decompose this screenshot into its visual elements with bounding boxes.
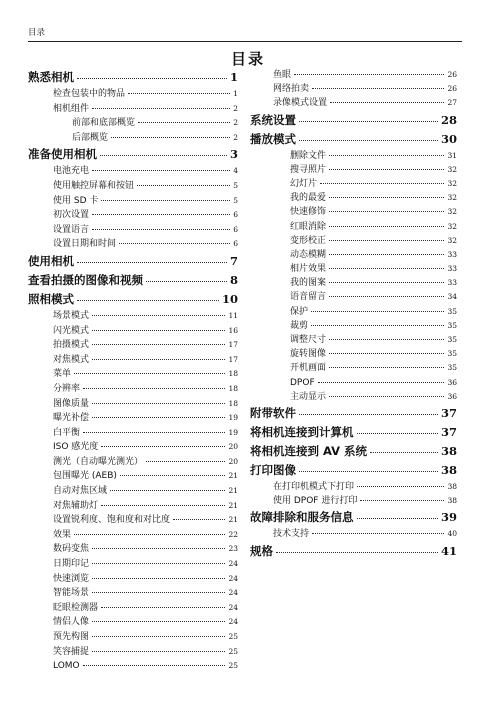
- dot-leader: [101, 607, 225, 608]
- toc-entry-page: 36: [447, 377, 457, 387]
- toc-entry-label: 相片效果: [290, 264, 327, 275]
- toc-entry-label: 预先构图: [53, 632, 90, 642]
- toc-entry-page: 21: [228, 486, 238, 496]
- toc-entry-page: 26: [447, 70, 457, 79]
- toc-entry-label: LOMO: [53, 661, 80, 672]
- toc-entry[interactable]: [28, 469, 238, 484]
- toc-entry-page: 17: [228, 354, 238, 364]
- toc-entry-page: 32: [447, 221, 457, 231]
- dot-leader: [299, 414, 438, 415]
- toc-entry-page: 35: [447, 320, 457, 330]
- toc-entry-label: 效果: [53, 529, 72, 540]
- toc-entry-page: 18: [228, 369, 238, 379]
- toc-entry[interactable]: [28, 572, 238, 587]
- toc-entry-page: 8: [229, 272, 238, 287]
- toc-entry[interactable]: [28, 586, 238, 601]
- toc-entry-label: 场景模式: [53, 310, 90, 321]
- toc-entry[interactable]: [28, 131, 238, 146]
- toc-entry-label: 语音留言: [290, 292, 327, 303]
- toc-entry-page: 38: [440, 462, 457, 477]
- toc-entry-page: 28: [440, 112, 457, 127]
- toc-entry-label: 旋转图像: [290, 349, 327, 360]
- dot-leader: [329, 339, 444, 340]
- dot-leader: [329, 268, 444, 269]
- toc-entry-page: 21: [228, 515, 238, 525]
- toc-entry-label: 后部概览: [72, 132, 109, 143]
- dot-leader: [312, 533, 444, 534]
- toc-entry-label: 将相机连接到 AV 系统: [250, 443, 368, 458]
- dot-leader: [294, 74, 444, 75]
- toc-entry[interactable]: [28, 557, 238, 572]
- toc-entry-page: 32: [447, 207, 457, 217]
- toc-entry[interactable]: [250, 96, 457, 110]
- dot-leader: [83, 432, 225, 433]
- dot-leader: [101, 505, 225, 506]
- toc-entry-label: 测光（自动曝光测光）: [53, 456, 144, 467]
- toc-entry[interactable]: [250, 130, 457, 149]
- toc-entry-page: 16: [228, 325, 238, 335]
- toc-entry-label: 自动对焦区域: [53, 486, 108, 497]
- toc-entry[interactable]: [28, 484, 238, 499]
- toc-entry[interactable]: [28, 102, 238, 117]
- toc-entry-label: 前部和底部概览: [72, 118, 136, 129]
- dot-leader: [320, 183, 444, 184]
- toc-entry-label: 鱼眼: [273, 70, 292, 80]
- dot-leader: [77, 78, 227, 79]
- toc-entry-label: 对焦模式: [53, 354, 90, 365]
- toc-entry-page: 35: [447, 335, 457, 344]
- toc-entry[interactable]: [250, 442, 457, 461]
- toc-entry-label: 设置语言: [53, 224, 90, 235]
- toc-entry[interactable]: [28, 455, 238, 470]
- toc-entry-page: 33: [447, 278, 457, 288]
- toc-entry[interactable]: [28, 208, 238, 223]
- dot-leader: [92, 578, 225, 579]
- dot-leader: [92, 344, 225, 345]
- toc-entry-page: 39: [440, 510, 457, 525]
- dot-leader: [329, 226, 444, 227]
- toc-entry-page: 31: [447, 150, 457, 160]
- toc-entry-label: 系统设置: [250, 112, 296, 127]
- dot-leader: [138, 122, 230, 123]
- toc-entry-page: 23: [228, 544, 238, 554]
- toc-entry[interactable]: [28, 252, 238, 271]
- toc-entry-page: 38: [440, 443, 457, 458]
- toc-entry[interactable]: [250, 390, 457, 404]
- toc-entry[interactable]: [250, 290, 457, 304]
- toc-entry-page: 33: [447, 264, 457, 274]
- toc-entry[interactable]: [28, 499, 238, 514]
- dot-leader: [92, 214, 230, 215]
- toc-entry[interactable]: [28, 68, 238, 87]
- page-title: 目录: [230, 50, 265, 68]
- toc-entry[interactable]: [28, 645, 238, 660]
- dot-leader: [299, 140, 438, 141]
- toc-entry-page: 17: [228, 340, 238, 350]
- toc-entry[interactable]: [28, 411, 238, 426]
- toc-entry-label: 菜单: [53, 369, 72, 380]
- toc-entry-page: 20: [228, 442, 238, 452]
- toc-entry-label: 开机画面: [290, 363, 327, 374]
- header-rule: [28, 41, 462, 42]
- dot-leader: [329, 240, 444, 241]
- dot-leader: [146, 461, 225, 462]
- toc-entry[interactable]: [28, 659, 238, 674]
- toc-entry-page: 1: [233, 89, 238, 98]
- toc-entry-label: 快速修饰: [290, 207, 327, 218]
- toc-entry-page: 6: [233, 239, 238, 249]
- dot-leader: [92, 417, 225, 418]
- toc-entry[interactable]: [28, 145, 238, 164]
- dot-leader: [92, 330, 225, 331]
- dot-leader: [92, 651, 225, 652]
- toc-entry-label: 数码变焦: [53, 544, 90, 555]
- toc-entry-label: 设置日期和时间: [53, 239, 117, 250]
- toc-entry-page: 6: [233, 210, 238, 220]
- dot-leader: [146, 281, 227, 282]
- toc-entry-label: 设置锐利度、饱和度和对比度: [53, 515, 171, 526]
- toc-entry-page: 32: [447, 235, 457, 245]
- dot-leader: [357, 486, 444, 487]
- dot-leader: [100, 155, 227, 156]
- toc-entry[interactable]: [28, 426, 238, 441]
- dot-leader: [329, 197, 444, 198]
- dot-leader: [311, 325, 444, 326]
- toc-entry-label: 情侣人像: [53, 617, 90, 628]
- toc-entry-label: 红眼消除: [290, 221, 327, 232]
- dot-leader: [329, 367, 444, 368]
- toc-entry[interactable]: [28, 290, 238, 309]
- toc-entry-page: 38: [447, 496, 457, 506]
- toc-entry-page: 32: [447, 164, 457, 174]
- toc-entry-page: 10: [221, 291, 238, 306]
- dot-leader: [128, 93, 230, 94]
- toc-entry-page: 38: [447, 481, 457, 491]
- toc-entry[interactable]: [28, 164, 238, 179]
- dot-leader: [330, 102, 444, 103]
- toc-entry-page: 35: [447, 349, 457, 359]
- toc-entry[interactable]: [28, 382, 238, 397]
- dot-leader: [318, 382, 445, 383]
- toc-entry-label: 使用 DPOF 进行打印: [273, 496, 358, 507]
- dot-leader: [370, 452, 438, 453]
- dot-leader: [74, 373, 225, 374]
- toc-entry-label: 保护: [290, 306, 309, 317]
- toc-entry-label: 删除文件: [290, 150, 327, 161]
- toc-entry[interactable]: [250, 347, 457, 361]
- toc-entry-label: 附带软件: [250, 405, 296, 420]
- dot-leader: [120, 475, 226, 476]
- toc-entry[interactable]: [28, 87, 238, 102]
- dot-leader: [74, 534, 225, 535]
- toc-entry[interactable]: [250, 404, 457, 423]
- dot-leader: [92, 563, 225, 564]
- toc-entry-label: 播放模式: [250, 131, 296, 146]
- toc-entry-label: 熟悉相机: [28, 70, 74, 84]
- toc-entry-page: 11: [228, 310, 238, 320]
- toc-entry-label: 初次设置: [53, 210, 90, 221]
- toc-entry[interactable]: [250, 542, 457, 561]
- toc-entry[interactable]: [28, 440, 238, 455]
- dot-leader: [92, 403, 225, 404]
- dot-leader: [329, 254, 444, 255]
- toc-entry-page: 2: [233, 132, 238, 142]
- toc-entry-label: 将相机连接到计算机: [250, 424, 354, 439]
- toc-entry-page: 25: [228, 646, 238, 656]
- toc-entry[interactable]: [250, 205, 457, 219]
- dot-leader: [329, 296, 444, 297]
- toc-entry-label: 分辨率: [53, 383, 81, 394]
- toc-entry-label: 故障排除和服务信息: [250, 510, 354, 525]
- dot-leader: [137, 185, 230, 186]
- toc-entry-page: 6: [233, 224, 238, 234]
- dot-leader: [83, 388, 225, 389]
- dot-leader: [92, 636, 225, 637]
- toc-entry[interactable]: [250, 177, 457, 191]
- toc-entry-page: 24: [228, 588, 238, 598]
- dot-leader: [173, 519, 225, 520]
- toc-entry-label: 眨眼检测器: [53, 602, 99, 613]
- toc-entry-label: 动态模糊: [290, 249, 327, 260]
- toc-entry-page: 24: [228, 573, 238, 583]
- dot-leader: [329, 169, 444, 170]
- toc-entry[interactable]: [28, 513, 238, 528]
- toc-entry-page: 5: [233, 195, 238, 205]
- toc-entry-page: 34: [447, 292, 457, 302]
- toc-entry[interactable]: [28, 309, 238, 324]
- toc-entry[interactable]: [28, 367, 238, 382]
- toc-entry-page: 32: [447, 178, 457, 188]
- toc-entry-page: 24: [228, 559, 238, 569]
- toc-entry-label: 快速浏览: [53, 573, 90, 584]
- toc-entry-label: 智能场景: [53, 588, 90, 599]
- toc-entry[interactable]: [250, 480, 457, 494]
- dot-leader: [329, 396, 444, 397]
- toc-entry-page: 22: [228, 529, 238, 539]
- dot-leader: [329, 155, 444, 156]
- toc-entry-page: 35: [447, 306, 457, 316]
- toc-entry-page: 33: [447, 249, 457, 259]
- toc-entry[interactable]: [28, 353, 238, 368]
- toc-left-column: [28, 68, 238, 674]
- dot-leader: [92, 592, 225, 593]
- dot-leader: [311, 311, 444, 312]
- toc-entry-label: 变形校正: [290, 235, 327, 246]
- toc-entry-label: 搜寻照片: [290, 164, 327, 175]
- toc-entry-label: ISO 感光度: [53, 442, 99, 453]
- toc-entry[interactable]: [28, 179, 238, 194]
- toc-entry-page: 37: [440, 424, 457, 439]
- toc-entry-label: 照相模式: [28, 291, 74, 306]
- toc-entry-label: 曝光补偿: [53, 413, 90, 424]
- toc-entry[interactable]: [250, 248, 457, 262]
- toc-entry-page: 4: [233, 166, 238, 176]
- toc-entry-label: 在打印机模式下打印: [273, 481, 355, 492]
- dot-leader: [83, 665, 226, 666]
- toc-entry-page: 35: [447, 363, 457, 373]
- toc-entry-label: 主动显示: [290, 391, 327, 402]
- toc-entry-label: 包围曝光 (AEB): [53, 471, 117, 482]
- dot-leader: [110, 490, 225, 491]
- dot-leader: [329, 282, 444, 283]
- toc-entry-label: 准备使用相机: [28, 147, 97, 162]
- toc-entry[interactable]: [250, 494, 457, 508]
- dot-leader: [92, 315, 225, 316]
- dot-leader: [92, 170, 230, 171]
- toc-entry-page: 26: [447, 84, 457, 94]
- toc-entry[interactable]: [28, 397, 238, 412]
- toc-entry-page: 24: [228, 617, 238, 627]
- toc-entry[interactable]: [250, 376, 457, 390]
- toc-entry-page: 37: [440, 405, 457, 420]
- dot-leader: [92, 621, 225, 622]
- toc-entry[interactable]: [250, 276, 457, 290]
- toc-entry-page: 25: [228, 632, 238, 641]
- toc-entry-page: 7: [229, 253, 238, 268]
- toc-entry-label: 录像模式设置: [273, 98, 328, 109]
- dot-leader: [357, 433, 438, 434]
- dot-leader: [101, 200, 230, 201]
- toc-entry-label: 日期印记: [53, 559, 90, 570]
- toc-entry-label: 电池充电: [53, 166, 90, 177]
- toc-entry[interactable]: [28, 528, 238, 543]
- toc-entry-label: 笑容捕捉: [53, 646, 90, 657]
- toc-entry-page: 30: [440, 131, 457, 146]
- toc-entry[interactable]: [28, 601, 238, 616]
- toc-entry[interactable]: [250, 508, 457, 527]
- toc-entry-page: 21: [228, 471, 238, 481]
- toc-entry[interactable]: [28, 324, 238, 339]
- dot-leader: [101, 446, 225, 447]
- toc-entry[interactable]: [250, 461, 457, 480]
- toc-entry-label: DPOF: [290, 377, 315, 388]
- toc-entry[interactable]: [28, 630, 238, 645]
- toc-entry[interactable]: [250, 262, 457, 276]
- toc-entry[interactable]: [250, 361, 457, 375]
- toc-entry[interactable]: [28, 542, 238, 557]
- dot-leader: [92, 548, 225, 549]
- dot-leader: [92, 108, 230, 109]
- toc-entry-page: 2: [233, 103, 238, 113]
- toc-entry[interactable]: [250, 191, 457, 205]
- toc-entry-label: 使用相机: [28, 253, 74, 268]
- toc-entry-label: 使用 SD 卡: [53, 195, 99, 206]
- toc-entry-page: 20: [228, 456, 238, 466]
- toc-entry-label: 网络拍卖: [273, 84, 310, 95]
- toc-entry-label: 查看拍摄的图像和视频: [28, 272, 143, 287]
- toc-entry[interactable]: [28, 271, 238, 290]
- toc-entry-page: 2: [233, 118, 238, 128]
- dot-leader: [77, 262, 227, 263]
- toc-entry-label: 图像质量: [53, 398, 90, 409]
- dot-leader: [77, 300, 219, 301]
- toc-entry[interactable]: [28, 194, 238, 209]
- toc-right-column: [250, 68, 457, 561]
- toc-entry-label: 相机组件: [53, 103, 90, 114]
- dot-leader: [357, 518, 438, 519]
- toc-entry[interactable]: [250, 319, 457, 333]
- toc-entry[interactable]: [28, 223, 238, 238]
- toc-entry-label: 规格: [250, 543, 273, 558]
- toc-entry[interactable]: [250, 163, 457, 177]
- toc-entry-page: 3: [229, 147, 238, 162]
- dot-leader: [329, 353, 444, 354]
- dot-leader: [329, 211, 444, 212]
- toc-entry-label: 白平衡: [53, 427, 81, 438]
- toc-entry-label: 拍摄模式: [53, 340, 90, 351]
- dot-leader: [312, 88, 444, 89]
- dot-leader: [276, 552, 438, 553]
- toc-entry-page: 27: [447, 98, 457, 108]
- toc-entry[interactable]: [28, 237, 238, 252]
- toc-entry-page: 19: [228, 413, 238, 423]
- toc-entry-page: 1: [229, 70, 238, 84]
- toc-entry-label: 我的最爱: [290, 193, 327, 204]
- toc-entry-label: 打印图像: [250, 462, 296, 477]
- toc-entry-page: 5: [233, 180, 238, 190]
- dot-leader: [111, 137, 230, 138]
- toc-entry-page: 25: [228, 661, 238, 671]
- toc-entry-page: 18: [228, 398, 238, 408]
- dot-leader: [360, 500, 444, 501]
- toc-entry-label: 对焦辅助灯: [53, 500, 99, 511]
- running-header: 目录: [28, 28, 46, 38]
- toc-entry-page: 32: [447, 193, 457, 203]
- toc-entry-label: 使用触控屏幕和按钮: [53, 180, 135, 191]
- dot-leader: [92, 359, 225, 360]
- dot-leader: [119, 243, 230, 244]
- toc-entry-label: 闪光模式: [53, 325, 90, 336]
- toc-entry-label: 幻灯片: [290, 178, 318, 189]
- toc-entry-label: 调整尺寸: [290, 335, 327, 345]
- toc-entry-page: 40: [447, 529, 457, 539]
- toc-entry-page: 36: [447, 391, 457, 401]
- toc-entry-page: 21: [228, 500, 238, 510]
- toc-entry-page: 18: [228, 383, 238, 393]
- toc-entry[interactable]: [28, 116, 238, 131]
- toc-entry[interactable]: [250, 423, 457, 442]
- toc-entry-label: 技术支持: [273, 529, 310, 540]
- toc-entry-label: 我的图案: [290, 278, 327, 289]
- toc-entry[interactable]: [28, 615, 238, 630]
- dot-leader: [299, 121, 438, 122]
- toc-entry-page: 19: [228, 427, 238, 437]
- toc-entry-label: 裁剪: [290, 320, 309, 331]
- toc-entry[interactable]: [250, 149, 457, 163]
- toc-entry[interactable]: [250, 220, 457, 234]
- toc-entry-page: 41: [440, 543, 457, 558]
- toc-entry[interactable]: [250, 305, 457, 319]
- dot-leader: [299, 471, 438, 472]
- toc-entry[interactable]: [250, 234, 457, 248]
- toc-entry[interactable]: [250, 527, 457, 541]
- toc-entry[interactable]: [250, 333, 457, 347]
- toc-entry[interactable]: [28, 338, 238, 353]
- dot-leader: [92, 229, 230, 230]
- toc-entry-page: 24: [228, 602, 238, 612]
- toc-entry-label: 检查包装中的物品: [53, 89, 126, 99]
- toc-entry[interactable]: [250, 111, 457, 130]
- toc-entry[interactable]: [250, 82, 457, 96]
- toc-entry[interactable]: [250, 68, 457, 82]
